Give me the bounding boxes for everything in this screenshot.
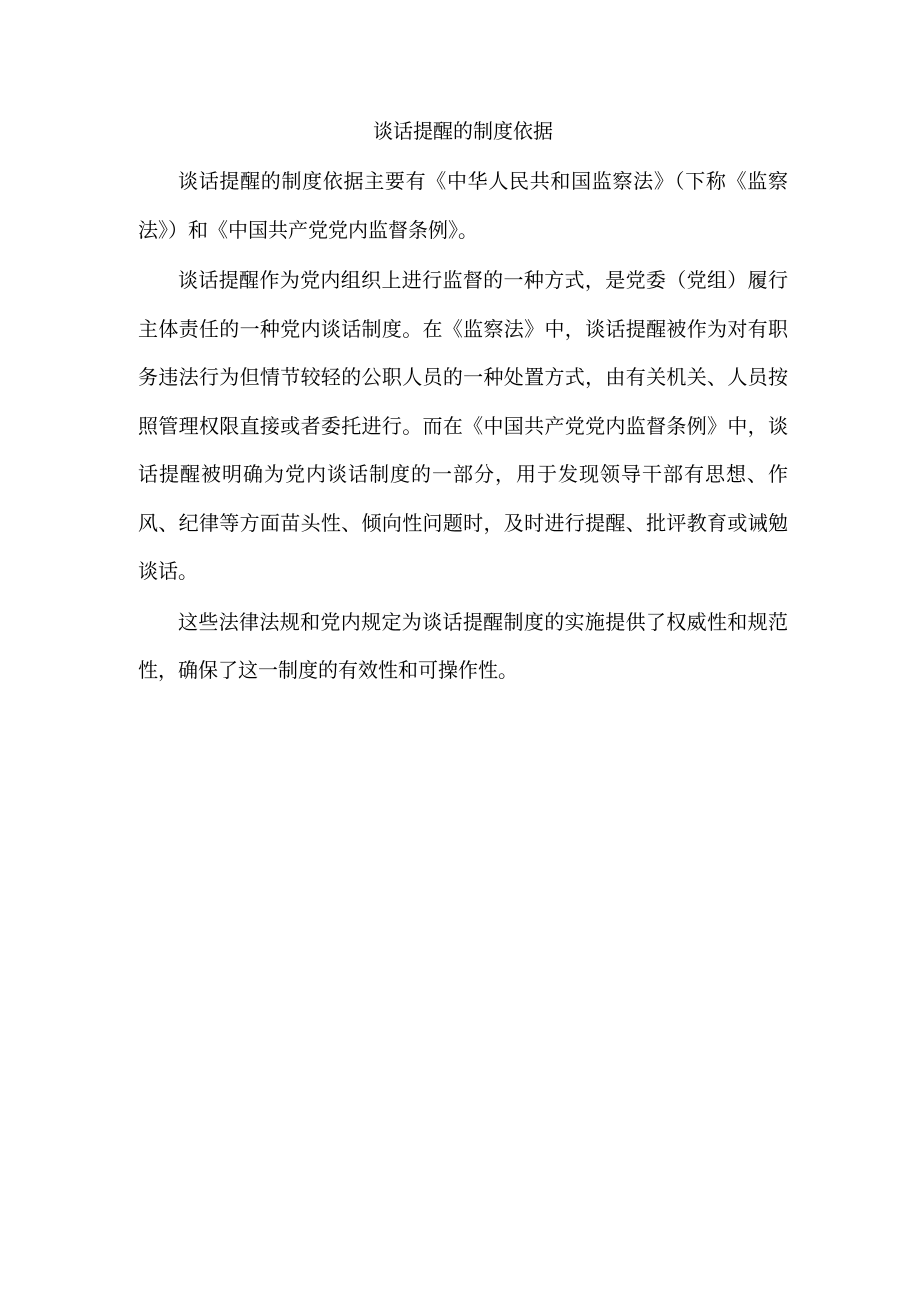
paragraph-1: 谈话提醒的制度依据主要有《中华人民共和国监察法》（下称《监察法》）和《中国共产党党内监督条例》。 (138, 169, 788, 242)
document-title: 谈话提醒的制度依据 (373, 119, 553, 143)
paragraph-3: 这些法律法规和党内规定为谈话提醒制度的实施提供了权威性和规范性，确保了这一制度的有效性和可操作性。 (138, 609, 788, 682)
document-page (138, 115, 788, 697)
paragraph-2: 谈话提醒作为党内组织上进行监督的一种方式，是党委（党组）履行主体责任的一种党内谈话制度。在《监察法》中，谈话提醒被作为对有职务违法行为但情节较轻的公职人员的一种处置方式，由有关机关、人员按照管理权限直接或者委托进行。而在《中国共产党党内监督条例》中，谈话提醒被明确为党内谈话制度的一部分，用于发现领导干部有思想、作风、纪律等方面苗头性、倾向性问题时，及时进行提醒、批评教育或诫勉谈话。 (138, 268, 788, 583)
